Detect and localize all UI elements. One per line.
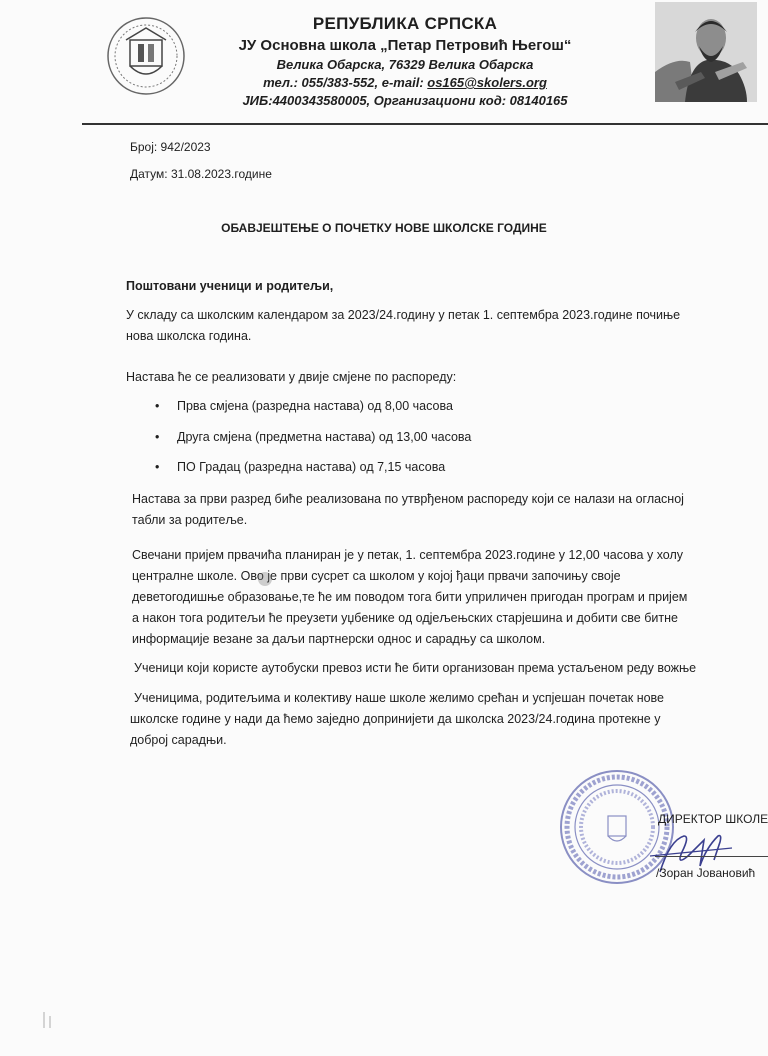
republic-name: РЕПУБЛИКА СРПСКА — [312, 14, 498, 33]
paragraph-line: Ученици који користе аутобуски превоз исти ће бити организован према устаљеном реду вожње — [134, 661, 697, 675]
shift-item: Друга смјена (предметна настава) од 13,00 часова — [177, 430, 472, 444]
director-name: /Зоран Јовановић — [656, 866, 756, 880]
school-contact — [215, 75, 595, 90]
bullet-icon: • — [155, 399, 160, 413]
paragraph-line: а након тога родитељи ће преузети уџбенике од одјељењских старјешина и добити све битне — [132, 611, 678, 625]
bullet-icon: • — [155, 460, 160, 474]
ink-smudge — [258, 572, 272, 586]
shift-item: ПО Градац (разредна настава) од 7,15 часова — [177, 460, 446, 474]
shift-item: Прва смјена (разредна настава) од 8,00 часова — [177, 399, 453, 413]
paragraph-line: школске године у нади да ћемо заједно допринијети да школска 2023/24.година протекне у — [130, 712, 661, 726]
paragraph-line: централне школе. Ово је први сусрет са школом у којој ђаци првачи започињу своје — [132, 569, 621, 583]
paragraph-line: нова школска година. — [126, 329, 252, 343]
document-date: Датум: 31.08.2023.године — [130, 167, 272, 181]
letterhead — [215, 14, 595, 108]
paragraph-line: табли за родитеље. — [132, 513, 248, 527]
paragraph-line: доброј сарадњи. — [130, 733, 227, 747]
paragraph-line: деветогодишње образовање,те ће им поводом тога бити уприличен пригодан програм и пријем — [132, 590, 688, 604]
header-divider — [82, 123, 768, 125]
paragraph-line: информације везане за даљи партнерски однос и сарадњу са школом. — [132, 632, 546, 646]
document-number: Број: 942/2023 — [130, 140, 211, 154]
director-name-text: Зоран Јовановић — [659, 866, 756, 880]
signature-line — [655, 856, 768, 857]
school-address: Велика Обарска, 76329 Велика Обарска — [276, 57, 534, 72]
corner-mark-icon — [40, 1010, 64, 1030]
paragraph-line: Настава за први разред биће реализована по утврђеном распореду који се налази на огласној — [132, 492, 684, 506]
contact-phone: тел.: 055/383-552, e-mail: — [263, 75, 428, 90]
document-title: ОБАВЈЕШТЕЊЕ О ПОЧЕТКУ НОВЕ ШКОЛСКЕ ГОДИНЕ — [221, 221, 547, 235]
email-link[interactable]: os165@skolers.org — [427, 75, 547, 90]
school-ids: ЈИБ:4400343580005, Организациони код: 08140165 — [242, 93, 568, 108]
portrait-photo-icon — [655, 2, 757, 102]
shifts-intro: Настава ће се реализовати у двије смјене по распореду: — [126, 370, 457, 384]
school-name: ЈУ Основна школа „Петар Петровић Његош“ — [238, 37, 572, 54]
bullet-icon: • — [155, 430, 160, 444]
director-title: ДИРЕКТОР ШКОЛЕ — [658, 812, 768, 826]
paragraph-line: У складу са школским календаром за 2023/24.годину у петак 1. септембра 2023.године почиње — [126, 308, 681, 322]
paragraph-line: Свечани пријем првачића планиран је у петак, 1. септембра 2023.године у 12,00 часова у холу — [132, 548, 684, 562]
greeting: Поштовани ученици и родитељи, — [126, 279, 334, 293]
paragraph-line: Ученицима, родитељима и колективу наше школе желимо срећан и успјешан почетак нове — [134, 691, 665, 705]
school-crest-icon — [104, 14, 188, 98]
